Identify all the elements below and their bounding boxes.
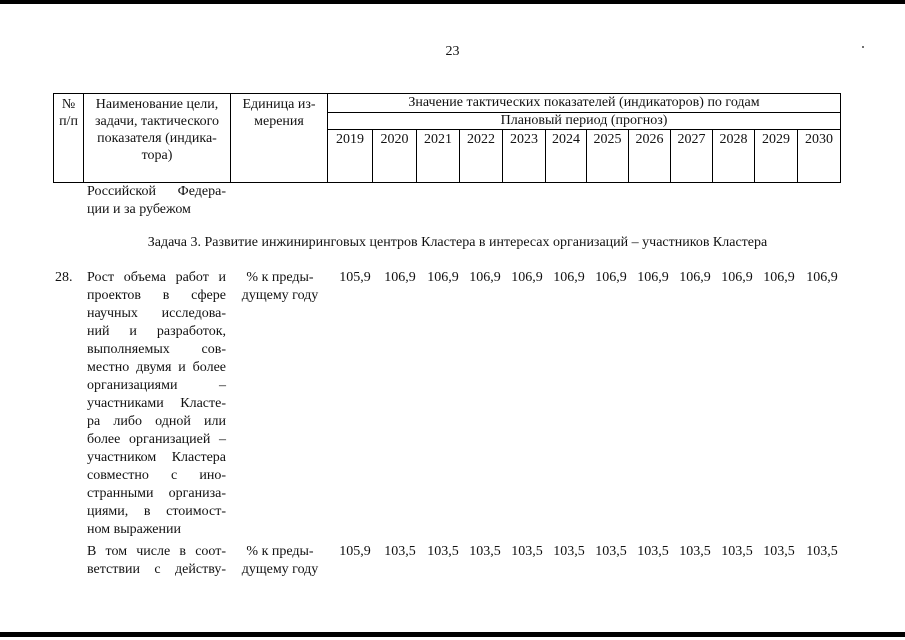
header-unit-line: Единица из-	[242, 97, 316, 112]
value-cell: 103,5	[721, 544, 753, 559]
header-year: 2030	[798, 130, 841, 183]
row-unit-line: дущему году	[241, 562, 319, 577]
header-year: 2029	[755, 130, 798, 183]
continuation-line: Российской Федера-	[87, 184, 226, 199]
value-cell: 105,9	[339, 544, 371, 559]
value-cell: 106,9	[553, 270, 585, 285]
header-year: 2023	[503, 130, 546, 183]
header-name-line: показателя (индика-	[97, 131, 217, 146]
row-name-line: более организацией –	[87, 432, 226, 447]
page-number: 23	[445, 44, 460, 59]
header-year: 2028	[713, 130, 755, 183]
value-cell: 103,5	[511, 544, 543, 559]
row-unit-line: % к преды-	[246, 544, 314, 559]
row-unit-line: % к преды-	[246, 270, 314, 285]
row-number: 28.	[55, 270, 73, 285]
task-heading: Задача 3. Развитие инжиниринговых центров Кластера в интересах организаций – участников Кластера	[147, 235, 768, 250]
top-border	[0, 0, 905, 4]
row-name-line: ра либо одной или	[87, 414, 226, 429]
header-name-line: Наименование цели,	[95, 97, 219, 112]
value-cell: 103,5	[427, 544, 459, 559]
value-cell: 103,5	[553, 544, 585, 559]
value-cell: 106,9	[806, 270, 838, 285]
value-cell: 103,5	[806, 544, 838, 559]
row-name-line: циями, в стоимост-	[87, 504, 226, 519]
row-name-line: научных исследова-	[87, 306, 226, 321]
row-name-line: местно двумя и более	[87, 360, 226, 375]
header-year: 2022	[460, 130, 503, 183]
row-name-line: участником Кластера	[87, 450, 226, 465]
value-cell: 105,9	[339, 270, 371, 285]
value-cell: 106,9	[721, 270, 753, 285]
value-cell: 103,5	[637, 544, 669, 559]
value-cell: 103,5	[469, 544, 501, 559]
value-cell: 106,9	[595, 270, 627, 285]
value-cell: 106,9	[679, 270, 711, 285]
table-header	[53, 93, 841, 183]
continuation-line: ции и за рубежом	[87, 202, 191, 217]
header-col-number: № п/п	[54, 94, 84, 183]
row-name-line: организациями –	[87, 378, 226, 393]
value-cell: 106,9	[384, 270, 416, 285]
value-cell: 103,5	[763, 544, 795, 559]
value-cell: 103,5	[595, 544, 627, 559]
row-name-line: совместно с ино-	[87, 468, 226, 483]
header-year: 2026	[629, 130, 671, 183]
row-name-line: выполняемых сов-	[87, 342, 226, 357]
value-cell: 103,5	[384, 544, 416, 559]
row-name-line: ний и разработок,	[87, 324, 226, 339]
header-sub-title: Плановый период (прогноз)	[328, 113, 841, 130]
header-year: 2021	[417, 130, 460, 183]
header-year: 2020	[373, 130, 417, 183]
value-cell: 106,9	[427, 270, 459, 285]
bottom-border	[0, 632, 905, 637]
row-name-line: В том числе в соот-	[87, 544, 226, 559]
row-name-line: странными организа-	[87, 486, 226, 501]
header-year: 2025	[587, 130, 629, 183]
row-name-line: проектов в сфере	[87, 288, 226, 303]
row-name-line: ном выражении	[87, 522, 181, 537]
header-col-name	[84, 94, 231, 183]
header-name-line: тора)	[141, 148, 173, 163]
continuation-text	[87, 183, 226, 219]
header-group-title: Значение тактических показателей (индикаторов) по годам	[328, 94, 841, 113]
header-year: 2027	[671, 130, 713, 183]
row-name-line: участниками Класте-	[87, 396, 226, 411]
row-name-line: ветствии с действу-	[87, 562, 226, 577]
header-year: 2019	[328, 130, 373, 183]
header-year: 2024	[546, 130, 587, 183]
row-values	[0, 269, 905, 287]
row-unit-line: дущему году	[241, 288, 319, 303]
row-name	[87, 269, 226, 539]
header-unit-line: мерения	[254, 114, 304, 129]
value-cell: 106,9	[637, 270, 669, 285]
value-cell: 106,9	[469, 270, 501, 285]
value-cell: 103,5	[679, 544, 711, 559]
value-cell: 106,9	[763, 270, 795, 285]
row-name-line: Рост объема работ и	[87, 270, 226, 285]
value-cell: 106,9	[511, 270, 543, 285]
header-name-line: задачи, тактического	[94, 114, 220, 129]
header-col-unit	[231, 94, 328, 183]
row-values	[0, 543, 905, 561]
